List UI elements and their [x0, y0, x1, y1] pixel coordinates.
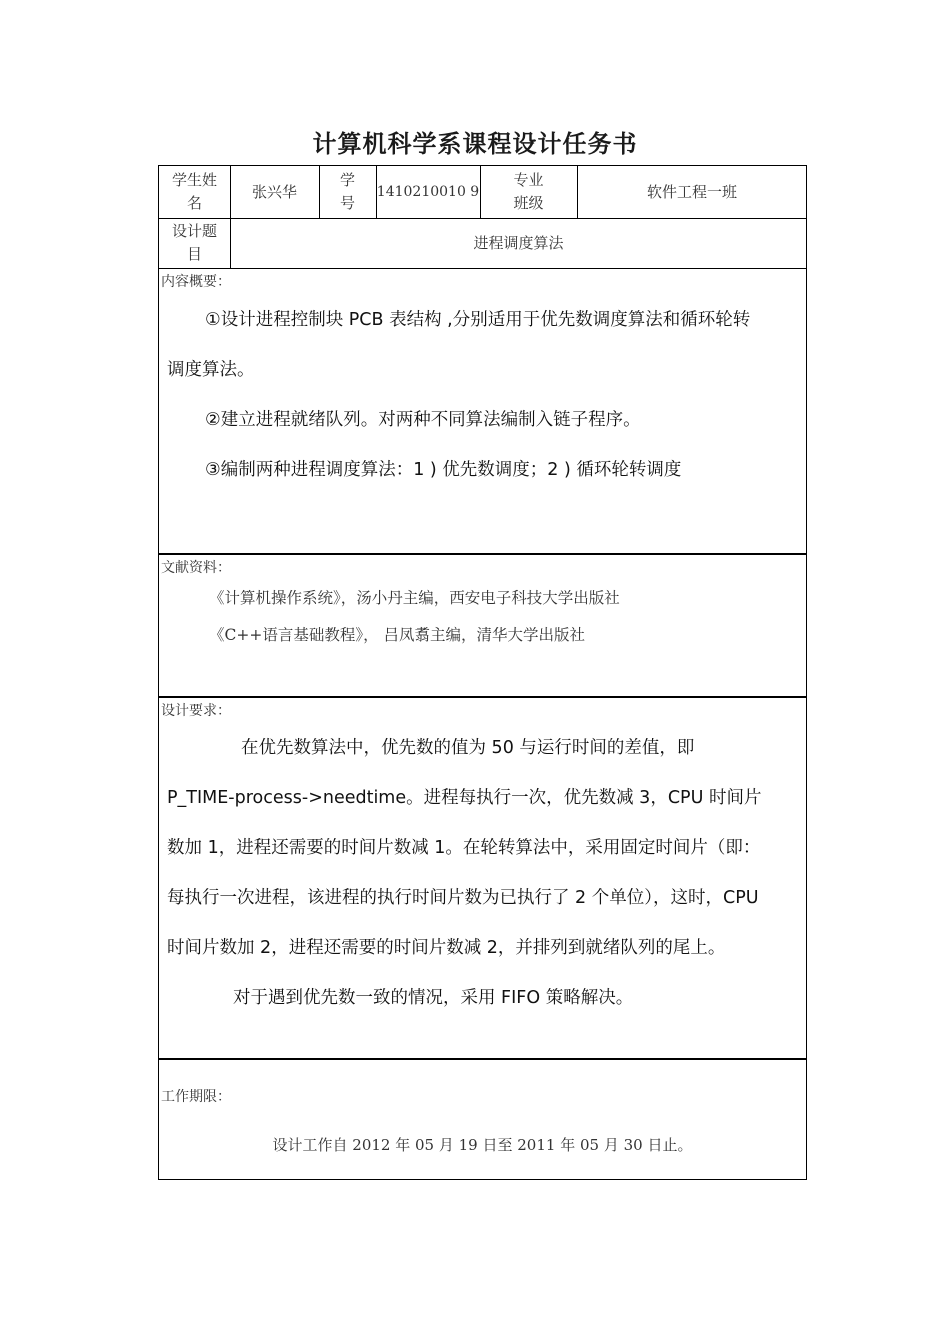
design-topic-label: 设计题目: [171, 222, 217, 263]
summary-text: [167, 295, 801, 495]
reference-item: 《C++语言基础教程》， 吕凤翥主编，清华大学出版社: [209, 626, 586, 644]
requirement-line: 在优先数算法中，优先数的值为 50 与运行时间的差值，即: [241, 738, 695, 758]
student-name-label: 学生姓名: [171, 171, 217, 212]
reference-item: 《计算机操作系统》，汤小丹主编，西安电子科技大学出版社: [209, 589, 620, 607]
references-label: 文献资料：: [161, 560, 231, 576]
row-divider: [159, 1058, 806, 1060]
design-topic-value: 进程调度算法: [473, 233, 564, 252]
summary-label: 内容概要：: [161, 274, 231, 290]
row-divider: [159, 696, 806, 698]
summary-line: ③编制两种进程调度算法：1 ) 优先数调度；2 ) 循环轮转调度: [205, 460, 682, 480]
row-divider: [159, 268, 806, 269]
requirement-line: 数加 1，进程还需要的时间片数减 1。在轮转算法中，采用固定时间片（即：: [167, 838, 761, 858]
requirement-line: 每执行一次进程，该进程的执行时间片数为已执行了 2 个单位），这时，CPU: [167, 888, 759, 908]
requirements-text: [167, 723, 801, 1023]
student-id-value: 1410210010 9: [376, 183, 480, 200]
work-period-label: 工作期限：: [161, 1089, 231, 1105]
requirement-line: 对于遇到优先数一致的情况，采用 FIFO 策略解决。: [233, 988, 634, 1008]
major-class-label: 专业班级: [513, 171, 544, 212]
row-divider: [159, 553, 806, 555]
page-title: 计算机科学系课程设计任务书: [312, 130, 638, 158]
references-list: [209, 580, 620, 654]
requirements-label: 设计要求：: [161, 703, 231, 719]
requirement-line: 时间片数加 2，进程还需要的时间片数减 2，并排列到就绪队列的尾上。: [167, 938, 726, 958]
task-form-table: [158, 165, 807, 1180]
summary-line: ②建立进程就绪队列。对两种不同算法编制入链子程序。: [205, 410, 641, 430]
summary-line: ①设计进程控制块 PCB 表结构 ,分别适用于优先数调度算法和循环轮转: [205, 310, 751, 330]
student-name-value: 张兴华: [251, 182, 297, 201]
major-class-value: 软件工程一班: [646, 182, 737, 201]
summary-line: 调度算法。: [167, 360, 255, 380]
student-id-label: 学号: [339, 171, 355, 212]
requirement-line: P_TIME-process->needtime。进程每执行一次，优先数减 3，CPU 时间片: [167, 788, 762, 808]
work-period-text: 设计工作自 2012 年 05 月 19 日至 2011 年 05 月 30 日止。: [272, 1136, 693, 1154]
